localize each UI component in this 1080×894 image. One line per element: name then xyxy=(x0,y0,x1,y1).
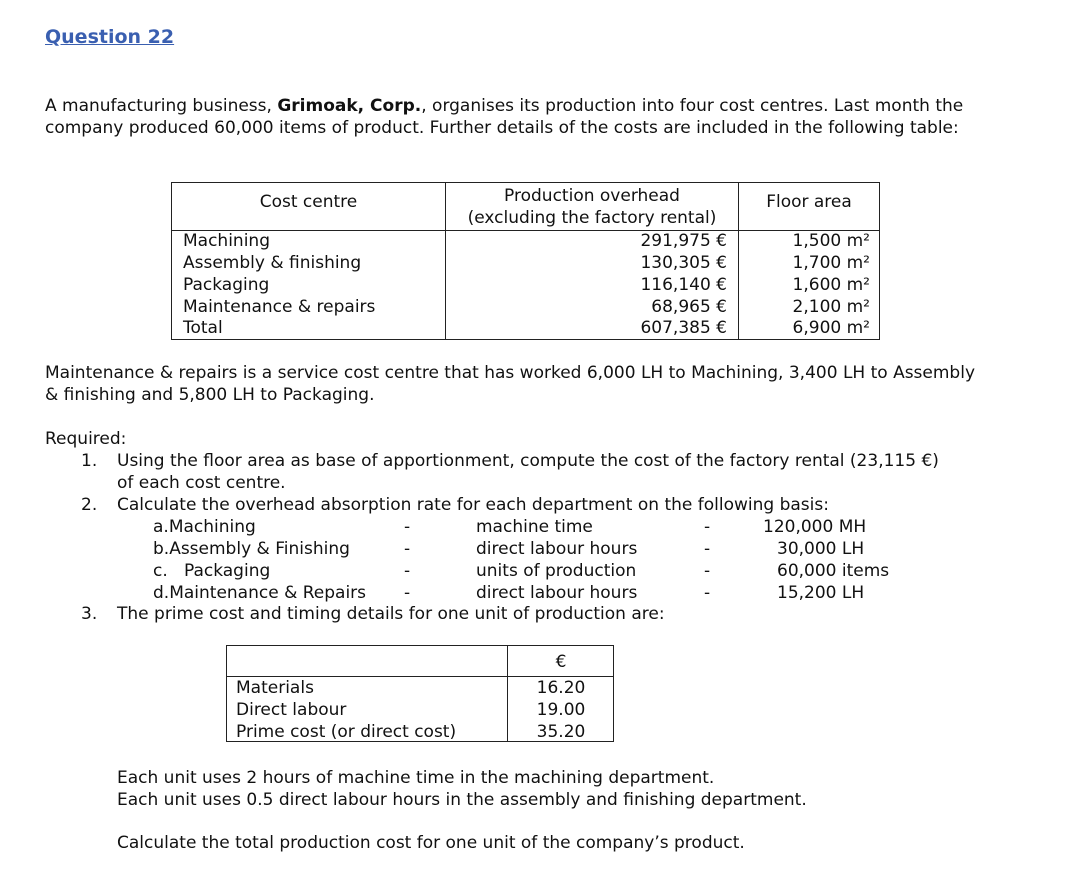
row-value-materials: 16.20 xyxy=(536,678,586,698)
header-floor-area: Floor area xyxy=(766,192,852,212)
item2-text: Calculate the overhead absorption rate for each department on the following basis: xyxy=(117,495,829,515)
item1-line1: Using the floor area as base of apportionment, compute the cost of the factory rental (23,115 €) xyxy=(117,451,939,471)
maintenance-note-line1: Maintenance & repairs is a service cost centre that has worked 6,000 LH to Machining, 3,400 LH to Assembly xyxy=(45,363,976,383)
question-title: Question 22 xyxy=(45,26,175,48)
item1-line2: of each cost centre. xyxy=(117,473,286,493)
basis-amount-c: 60,000 items xyxy=(777,561,890,581)
item-number-3: 3. xyxy=(81,604,98,624)
basis-dash: - xyxy=(704,539,711,559)
item-number-2: 2. xyxy=(81,495,98,515)
basis-dash: - xyxy=(404,583,411,603)
basis-dept-b: b.Assembly & Finishing xyxy=(153,539,350,559)
row-area-maintenance: 2,100 m² xyxy=(792,297,870,317)
row-value-prime-cost: 35.20 xyxy=(536,722,586,742)
item3-text: The prime cost and timing details for one unit of production are: xyxy=(117,604,665,624)
basis-dept-c: c. Packaging xyxy=(153,561,271,581)
header-cost-centre: Cost centre xyxy=(259,192,358,212)
footer-line3: Calculate the total production cost for one unit of the company’s product. xyxy=(117,833,745,853)
row-area-machining: 1,500 m² xyxy=(792,231,870,251)
basis-basis-b: direct labour hours xyxy=(476,539,638,559)
basis-amount-a: 120,000 MH xyxy=(763,517,867,537)
row-area-packaging: 1,600 m² xyxy=(792,275,870,295)
basis-dash: - xyxy=(404,517,411,537)
row-label-direct-labour: Direct labour xyxy=(236,700,347,720)
cost-centre-table xyxy=(171,182,880,340)
header-overhead-line1: Production overhead xyxy=(504,186,680,206)
row-label-prime-cost: Prime cost (or direct cost) xyxy=(236,722,457,742)
intro-post: , organises its production into four cost centres. Last month the company produced 60,000 items of product. Further details of the costs are included in the following table: xyxy=(45,96,964,138)
basis-dash: - xyxy=(704,561,711,581)
header-currency: € xyxy=(555,652,567,672)
footer-line2: Each unit uses 0.5 direct labour hours in the assembly and finishing department. xyxy=(117,790,807,810)
basis-basis-d: direct labour hours xyxy=(476,583,638,603)
header-overhead-line2: (excluding the factory rental) xyxy=(467,208,717,228)
item-number-1: 1. xyxy=(81,451,98,471)
intro-paragraph xyxy=(45,95,1020,139)
row-name-machining: Machining xyxy=(183,231,270,251)
footer-line1: Each unit uses 2 hours of machine time in the machining department. xyxy=(117,768,715,788)
maintenance-note-line2: & finishing and 5,800 LH to Packaging. xyxy=(45,385,375,405)
basis-dept-d: d.Maintenance & Repairs xyxy=(153,583,367,603)
basis-amount-b: 30,000 LH xyxy=(777,539,865,559)
row-area-assembly: 1,700 m² xyxy=(792,253,870,273)
required-label: Required: xyxy=(45,429,127,449)
row-name-maintenance: Maintenance & repairs xyxy=(183,297,376,317)
basis-dept-a: a.Machining xyxy=(153,517,256,537)
row-area-total: 6,900 m² xyxy=(792,318,870,338)
row-label-materials: Materials xyxy=(236,678,314,698)
row-overhead-machining: 291,975 € xyxy=(640,231,727,251)
row-value-direct-labour: 19.00 xyxy=(536,700,586,720)
row-name-packaging: Packaging xyxy=(183,275,270,295)
row-overhead-maintenance: 68,965 € xyxy=(651,297,727,317)
row-overhead-assembly: 130,305 € xyxy=(640,253,727,273)
basis-basis-a: machine time xyxy=(476,517,593,537)
company-name: Grimoak, Corp. xyxy=(277,96,422,116)
prime-cost-table xyxy=(226,645,614,742)
basis-dash: - xyxy=(704,583,711,603)
intro-pre: A manufacturing business, xyxy=(45,96,278,116)
row-name-assembly: Assembly & finishing xyxy=(183,253,362,273)
basis-amount-d: 15,200 LH xyxy=(777,583,865,603)
row-overhead-total: 607,385 € xyxy=(640,318,727,338)
basis-basis-c: units of production xyxy=(476,561,637,581)
row-overhead-packaging: 116,140 € xyxy=(640,275,727,295)
basis-dash: - xyxy=(404,539,411,559)
basis-dash: - xyxy=(404,561,411,581)
basis-dash: - xyxy=(704,517,711,537)
row-name-total: Total xyxy=(183,318,223,338)
